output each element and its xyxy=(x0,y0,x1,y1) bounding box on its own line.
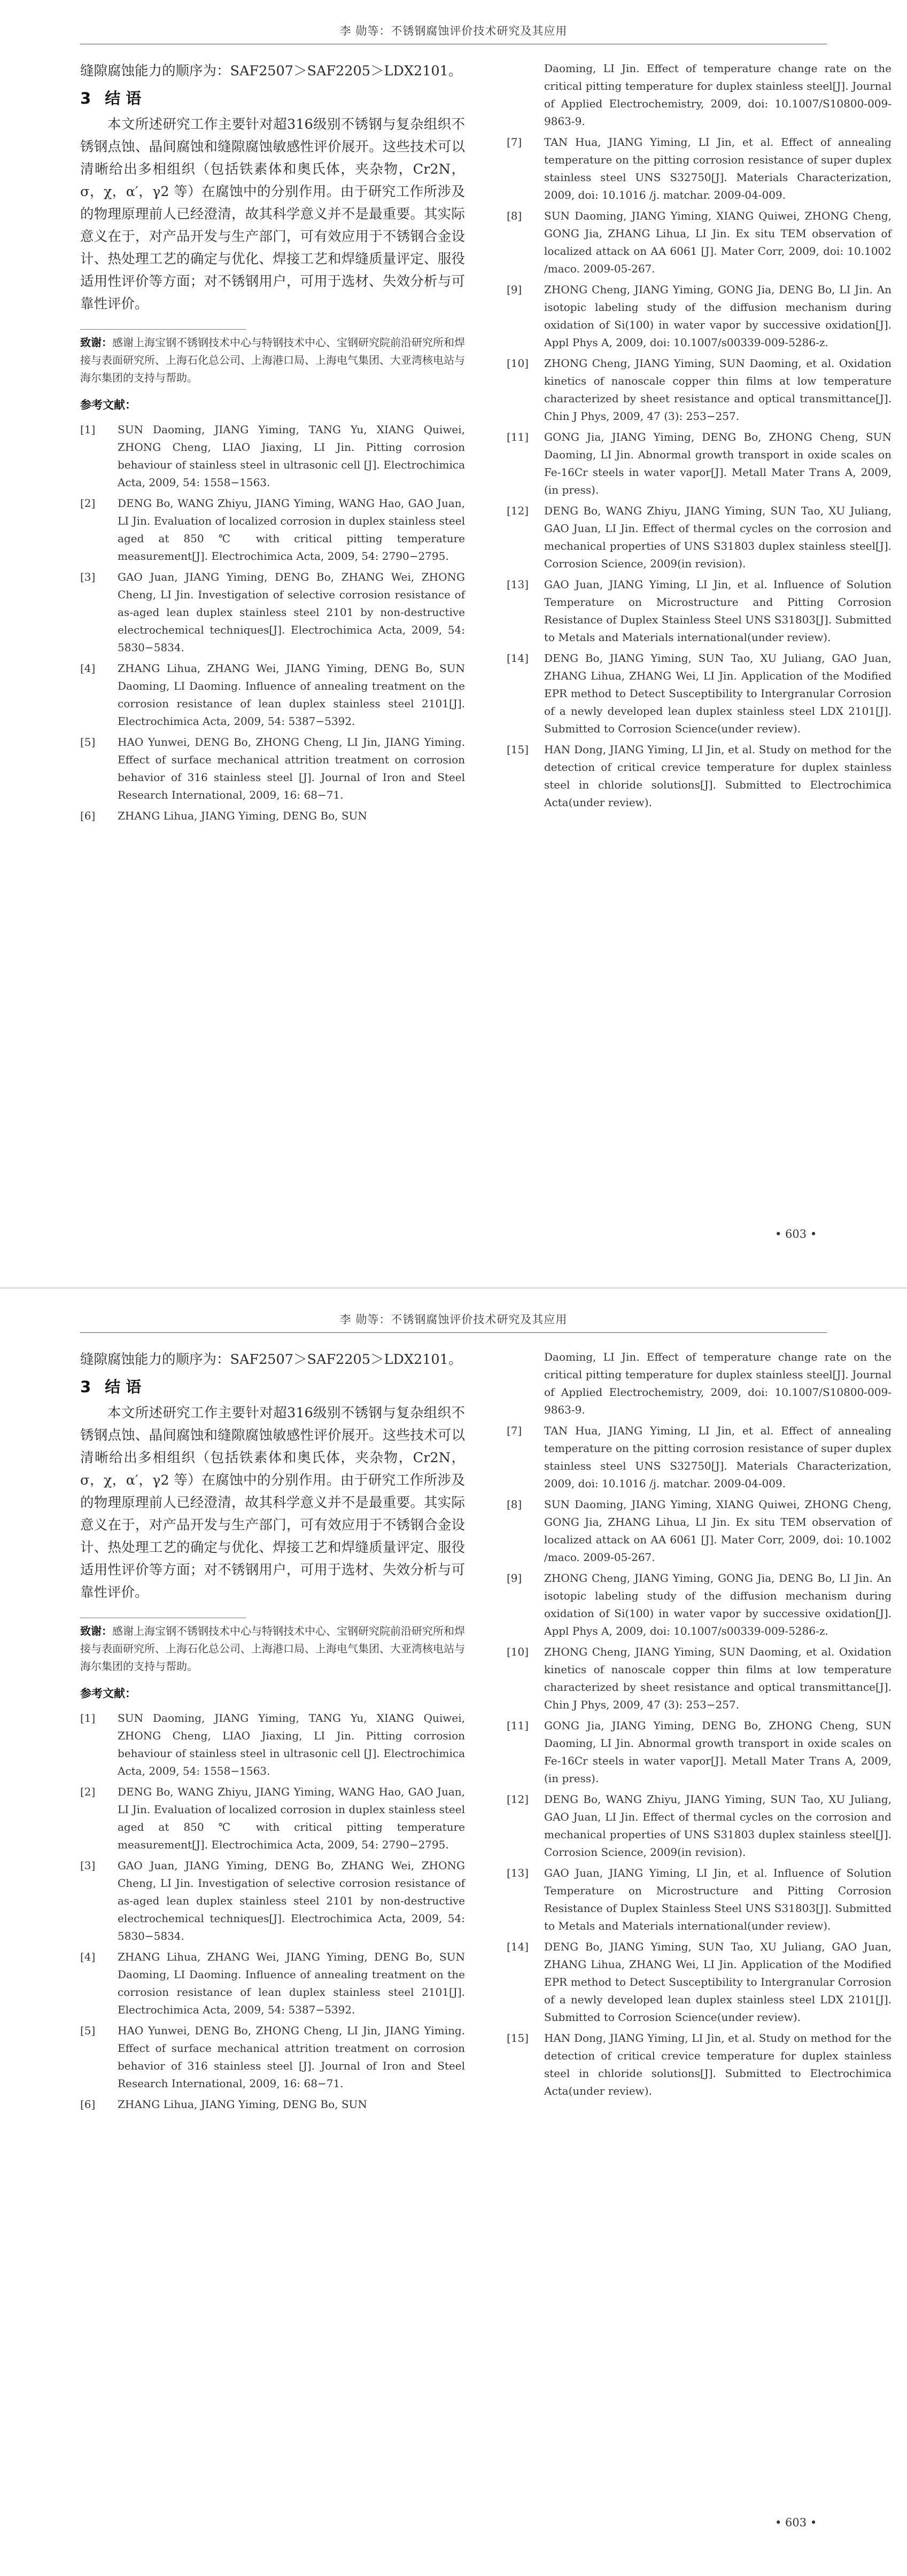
reference-item xyxy=(507,281,892,352)
reference-number: [12] xyxy=(507,504,529,517)
reference-text: GAO Juan, JIANG Yiming, LI Jin, et al. Influence of Solution Temperature on Microstructure and Pitting Corrosion Resistance of Duplex Stainless Steel UNS S31803[J]. Submitted to Metals and Materials international(under review). xyxy=(544,578,892,644)
reference-text: DENG Bo, JIANG Yiming, SUN Tao, XU Juliang, GAO Juan, ZHANG Lihua, ZHANG Wei, LI Jin. Application of the Modified EPR method to Detect Susceptibility to Intergranular Corrosion of a newly developed lean duplex stainless steel LDX 2101[J]. Submitted to Corrosion Science(under review). xyxy=(544,652,892,735)
reference-item xyxy=(507,1938,892,2026)
references-title: 参考文献： xyxy=(80,1687,136,1700)
reference-item xyxy=(507,650,892,738)
reference-text: SUN Daoming, JIANG Yiming, XIANG Quiwei, ZHONG Cheng, GONG Jia, ZHANG Lihua, LI Jin. Ex situ TEM observation of localized attack on AA 6061 [J]. Mater Corr, 2009, doi: 10.1002 /maco. 2009-05-267. xyxy=(544,209,892,275)
reference-item xyxy=(80,2096,465,2113)
reference-item xyxy=(507,1422,892,1493)
acknowledgement xyxy=(80,334,465,387)
reference-text: GAO Juan, JIANG Yiming, LI Jin, et al. Influence of Solution Temperature on Microstructure and Pitting Corrosion Resistance of Duplex Stainless Steel UNS S31803[J]. Submitted to Metals and Materials international(under review). xyxy=(544,1867,892,1932)
reference-number: [14] xyxy=(507,1940,529,1953)
reference-number: [5] xyxy=(80,2024,96,2037)
reference-item xyxy=(80,495,465,565)
reference-item xyxy=(80,2022,465,2093)
reference-number: [8] xyxy=(507,1498,522,1511)
right-column xyxy=(507,60,892,815)
reference-continuation: Daoming, LI Jin. Effect of temperature change rate on the critical pitting temperature for duplex stainless steel[J]. Journal of Applied Electrochemistry, 2009, doi: 10.1007/S10800-009-9863-9. xyxy=(544,1351,892,1416)
reference-number: [7] xyxy=(507,1424,522,1437)
reference-number: [6] xyxy=(80,2098,96,2111)
reference-text: ZHANG Lihua, ZHANG Wei, JIANG Yiming, DENG Bo, SUN Daoming, LI Daoming. Influence of annealing treatment on the corrosion resistance of lean duplex stainless steel 2101[J]. Electrochimica Acta, 2009, 54: 5387−5392. xyxy=(118,662,465,728)
reference-number: [15] xyxy=(507,2032,529,2044)
header-rule xyxy=(80,1332,827,1333)
reference-number: [3] xyxy=(80,571,96,583)
reference-number: [5] xyxy=(80,736,96,748)
reference-item xyxy=(507,134,892,204)
reference-text: ZHANG Lihua, JIANG Yiming, DENG Bo, SUN xyxy=(118,809,367,822)
reference-item xyxy=(507,1864,892,1935)
reference-item xyxy=(80,421,465,491)
reference-text: TAN Hua, JIANG Yiming, LI Jin, et al. Effect of annealing temperature on the pitting corrosion resistance of super duplex stainless steel UNS S32750[J]. Materials Characterization, 2009, doi: 10.1016 /j. matchar. 2009-04-009. xyxy=(544,136,892,201)
reference-item xyxy=(80,568,465,657)
reference-item xyxy=(80,1857,465,1945)
reference-item xyxy=(507,428,892,499)
reference-number: [15] xyxy=(507,743,529,756)
reference-item xyxy=(507,741,892,811)
reference-text: ZHONG Cheng, JIANG Yiming, SUN Daoming, et al. Oxidation kinetics of nanoscale copper thin films at low temperature characterized by sheet resistance and optical transmittance[J]. Chin J Phys, 2009, 47 (3): 253−257. xyxy=(544,357,892,423)
reference-text: DENG Bo, WANG Zhiyu, JIANG Yiming, WANG Hao, GAO Juan, LI Jin. Evaluation of localized corrosion in duplex stainless steel aged at 850 ℃ with critical pitting temperature measurement[J]. Electrochimica Acta, 2009, 54: 2790−2795. xyxy=(118,1785,465,1851)
reference-text: GAO Juan, JIANG Yiming, DENG Bo, ZHANG Wei, ZHONG Cheng, LI Jin. Investigation of selective corrosion resistance of as-aged lean duplex stainless steel 2101 by non-destructive electrochemical techniques[J]. Electrochimica Acta, 2009, 54: 5830−5834. xyxy=(118,571,465,654)
reference-number: [4] xyxy=(80,662,96,675)
reference-number: [9] xyxy=(507,283,522,296)
intro-text: 缝隙腐蚀能力的顺序为：SAF2507＞SAF2205＞LDX2101。 xyxy=(80,63,462,79)
page-number: • 603 • xyxy=(775,1228,817,1240)
reference-number: [1] xyxy=(80,1712,96,1724)
reference-item xyxy=(507,502,892,573)
reference-number: [10] xyxy=(507,357,529,370)
page-copy-1 xyxy=(0,0,907,1287)
running-header: 李 勋等：不锈钢腐蚀评价技术研究及其应用 xyxy=(339,25,568,37)
left-column xyxy=(80,60,465,828)
reference-item xyxy=(507,1496,892,1566)
reference-item xyxy=(80,1709,465,1780)
reference-item xyxy=(80,1948,465,2019)
section-number: 3 xyxy=(80,89,91,107)
reference-number: [11] xyxy=(507,431,529,443)
reference-number: [8] xyxy=(507,209,522,222)
reference-item xyxy=(507,1791,892,1861)
reference-item xyxy=(507,1643,892,1714)
reference-text: SUN Daoming, JIANG Yiming, TANG Yu, XIANG Quiwei, ZHONG Cheng, LIAO Jiaxing, LI Jin. Pitting corrosion behaviour of stainless steel in ultrasonic cell [J]. Electrochimica Acta, 2009, 54: 1558−1563. xyxy=(118,1712,465,1777)
reference-text: ZHANG Lihua, JIANG Yiming, DENG Bo, SUN xyxy=(118,2098,367,2111)
reference-text: GONG Jia, JIANG Yiming, DENG Bo, ZHONG Cheng, SUN Daoming, LI Jin. Abnormal growth transport in oxide scales on Fe-16Cr steels in water vapor[J]. Metall Mater Trans A, 2009, (in press). xyxy=(544,431,892,496)
reference-text: DENG Bo, WANG Zhiyu, JIANG Yiming, SUN Tao, XU Juliang, GAO Juan, LI Jin. Effect of thermal cycles on the corrosion and mechanical properties of UNS S31803 duplex stainless steel[J]. Corrosion Science, 2009(in revision). xyxy=(544,1793,892,1859)
running-header: 李 勋等：不锈钢腐蚀评价技术研究及其应用 xyxy=(339,1313,568,1326)
reference-number: [13] xyxy=(507,1867,529,1879)
intro-text: 缝隙腐蚀能力的顺序为：SAF2507＞SAF2205＞LDX2101。 xyxy=(80,1352,462,1368)
reference-item xyxy=(507,1717,892,1787)
references-left-list xyxy=(80,421,465,825)
acknowledgement xyxy=(80,1622,465,1675)
reference-number: [14] xyxy=(507,652,529,665)
reference-item xyxy=(80,807,465,825)
reference-text: ZHONG Cheng, JIANG Yiming, GONG Jia, DENG Bo, LI Jin. An isotopic labeling study of the diffusion mechanism during oxidation of Si(100) in water vapor by successive oxidation[J]. Appl Phys A, 2009, doi: 10.1007/s00339-009-5286-z. xyxy=(544,283,892,349)
reference-continuation: Daoming, LI Jin. Effect of temperature change rate on the critical pitting temperature for duplex stainless steel[J]. Journal of Applied Electrochemistry, 2009, doi: 10.1007/S10800-009-9863-9. xyxy=(544,62,892,128)
reference-item xyxy=(507,207,892,278)
reference-number: [3] xyxy=(80,1859,96,1872)
acknowledgement-text: 感谢上海宝钢不锈钢技术中心与特钢技术中心、宝钢研究院前沿研究所和焊接与表面研究所、上海石化总公司、上海港口局、上海电气集团、大亚湾核电站与海尔集团的支持与帮助。 xyxy=(80,1625,465,1673)
section-heading xyxy=(80,1375,465,1399)
references-title: 参考文献： xyxy=(80,399,136,411)
reference-text: SUN Daoming, JIANG Yiming, TANG Yu, XIANG Quiwei, ZHONG Cheng, LIAO Jiaxing, LI Jin. Pitting corrosion behaviour of stainless steel in ultrasonic cell [J]. Electrochimica Acta, 2009, 54: 1558−1563. xyxy=(118,423,465,489)
left-column xyxy=(80,1348,465,2117)
reference-item xyxy=(507,2029,892,2100)
acknowledgement-label: 致谢： xyxy=(80,1625,112,1637)
reference-text: DENG Bo, WANG Zhiyu, JIANG Yiming, WANG Hao, GAO Juan, LI Jin. Evaluation of localized corrosion in duplex stainless steel aged at 850 ℃ with critical pitting temperature measurement[J]. Electrochimica Acta, 2009, 54: 2790−2795. xyxy=(118,497,465,563)
reference-text: HAO Yunwei, DENG Bo, ZHONG Cheng, LI Jin, JIANG Yiming. Effect of surface mechanical attrition treatment on corrosion behavior of 316 stainless steel [J]. Journal of Iron and Steel Research International, 2009, 16: 68−71. xyxy=(118,2024,465,2090)
reference-text: HAO Yunwei, DENG Bo, ZHONG Cheng, LI Jin, JIANG Yiming. Effect of surface mechanical attrition treatment on corrosion behavior of 316 stainless steel [J]. Journal of Iron and Steel Research International, 2009, 16: 68−71. xyxy=(118,736,465,801)
reference-text: SUN Daoming, JIANG Yiming, XIANG Quiwei, ZHONG Cheng, GONG Jia, ZHANG Lihua, LI Jin. Ex situ TEM observation of localized attack on AA 6061 [J]. Mater Corr, 2009, doi: 10.1002 /maco. 2009-05-267. xyxy=(544,1498,892,1564)
reference-text: TAN Hua, JIANG Yiming, LI Jin, et al. Effect of annealing temperature on the pitting corrosion resistance of super duplex stainless steel UNS S32750[J]. Materials Characterization, 2009, doi: 10.1016 /j. matchar. 2009-04-009. xyxy=(544,1424,892,1490)
reference-text: GAO Juan, JIANG Yiming, DENG Bo, ZHANG Wei, ZHONG Cheng, LI Jin. Investigation of selective corrosion resistance of as-aged lean duplex stainless steel 2101 by non-destructive electrochemical techniques[J]. Electrochimica Acta, 2009, 54: 5830−5834. xyxy=(118,1859,465,1942)
footnote-rule xyxy=(80,329,246,330)
acknowledgement-label: 致谢： xyxy=(80,336,112,349)
right-column xyxy=(507,1348,892,2103)
reference-number: [4] xyxy=(80,1950,96,1963)
page-number: • 603 • xyxy=(775,2516,817,2529)
conclusion-text: 本文所述研究工作主要针对超316级别不锈钢与复杂组织不锈钢点蚀、晶间腐蚀和缝隙腐蚀敏感性评价展开。这些技术可以清晰给出多相组织（包括铁素体和奥氏体，夹杂物，Cr2N，σ，χ，α′，γ2 等）在腐蚀中的分别作用。由于研究工作所涉及的物理原理前人已经澄清，故其科学意义并不是最重要。其实际意义在于，对产品开发与生产部门，可有效应用于不锈钢合金设计、热处理工艺的确定与优化、焊接工艺和焊缝质量评定、服役适用性评价等方面；对不锈钢用户，可用于选材、失效分析与可靠性评价。 xyxy=(80,116,465,312)
references-left-list xyxy=(80,1709,465,2113)
reference-text: ZHONG Cheng, JIANG Yiming, SUN Daoming, et al. Oxidation kinetics of nanoscale copper thin films at low temperature characterized by sheet resistance and optical transmittance[J]. Chin J Phys, 2009, 47 (3): 253−257. xyxy=(544,1645,892,1711)
reference-item xyxy=(80,1783,465,1854)
reference-text: HAN Dong, JIANG Yiming, LI Jin, et al. Study on method for the detection of critical crevice temperature for duplex stainless steel in chloride solutions[J]. Submitted to Electrochimica Acta(under review). xyxy=(544,743,892,809)
section-title: 结 语 xyxy=(105,1378,142,1396)
acknowledgement-text: 感谢上海宝钢不锈钢技术中心与特钢技术中心、宝钢研究院前沿研究所和焊接与表面研究所、上海石化总公司、上海港口局、上海电气集团、大亚湾核电站与海尔集团的支持与帮助。 xyxy=(80,336,465,384)
reference-item xyxy=(507,1570,892,1640)
reference-number: [1] xyxy=(80,423,96,436)
reference-number: [6] xyxy=(80,809,96,822)
reference-number: [2] xyxy=(80,1785,96,1798)
reference-number: [9] xyxy=(507,1572,522,1584)
page-copy-2 xyxy=(0,1287,907,2576)
reference-text: ZHONG Cheng, JIANG Yiming, GONG Jia, DENG Bo, LI Jin. An isotopic labeling study of the diffusion mechanism during oxidation of Si(100) in water vapor by successive oxidation[J]. Appl Phys A, 2009, doi: 10.1007/s00339-009-5286-z. xyxy=(544,1572,892,1637)
reference-number: [2] xyxy=(80,497,96,510)
section-number: 3 xyxy=(80,1378,91,1396)
reference-number: [13] xyxy=(507,578,529,591)
section-title: 结 语 xyxy=(105,89,142,107)
reference-item xyxy=(80,660,465,730)
reference-text: GONG Jia, JIANG Yiming, DENG Bo, ZHONG Cheng, SUN Daoming, LI Jin. Abnormal growth transport in oxide scales on Fe-16Cr steels in water vapor[J]. Metall Mater Trans A, 2009, (in press). xyxy=(544,1719,892,1785)
reference-number: [10] xyxy=(507,1645,529,1658)
reference-text: DENG Bo, JIANG Yiming, SUN Tao, XU Juliang, GAO Juan, ZHANG Lihua, ZHANG Wei, LI Jin. Application of the Modified EPR method to Detect Susceptibility to Intergranular Corrosion of a newly developed lean duplex stainless steel LDX 2101[J]. Submitted to Corrosion Science(under review). xyxy=(544,1940,892,2024)
reference-text: ZHANG Lihua, ZHANG Wei, JIANG Yiming, DENG Bo, SUN Daoming, LI Daoming. Influence of annealing treatment on the corrosion resistance of lean duplex stainless steel 2101[J]. Electrochimica Acta, 2009, 54: 5387−5392. xyxy=(118,1950,465,2016)
reference-item xyxy=(80,733,465,804)
reference-number: [7] xyxy=(507,136,522,149)
section-heading xyxy=(80,87,465,110)
reference-number: [12] xyxy=(507,1793,529,1806)
reference-item xyxy=(507,576,892,646)
reference-text: DENG Bo, WANG Zhiyu, JIANG Yiming, SUN Tao, XU Juliang, GAO Juan, LI Jin. Effect of thermal cycles on the corrosion and mechanical properties of UNS S31803 duplex stainless steel[J]. Corrosion Science, 2009(in revision). xyxy=(544,504,892,570)
reference-item xyxy=(507,355,892,425)
reference-text: HAN Dong, JIANG Yiming, LI Jin, et al. Study on method for the detection of critical crevice temperature for duplex stainless steel in chloride solutions[J]. Submitted to Electrochimica Acta(under review). xyxy=(544,2032,892,2097)
reference-number: [11] xyxy=(507,1719,529,1732)
conclusion-text: 本文所述研究工作主要针对超316级别不锈钢与复杂组织不锈钢点蚀、晶间腐蚀和缝隙腐蚀敏感性评价展开。这些技术可以清晰给出多相组织（包括铁素体和奥氏体，夹杂物，Cr2N，σ，χ，α′，γ2 等）在腐蚀中的分别作用。由于研究工作所涉及的物理原理前人已经澄清，故其科学意义并不是最重要。其实际意义在于，对产品开发与生产部门，可有效应用于不锈钢合金设计、热处理工艺的确定与优化、焊接工艺和焊缝质量评定、服役适用性评价等方面；对不锈钢用户，可用于选材、失效分析与可靠性评价。 xyxy=(80,1405,465,1601)
